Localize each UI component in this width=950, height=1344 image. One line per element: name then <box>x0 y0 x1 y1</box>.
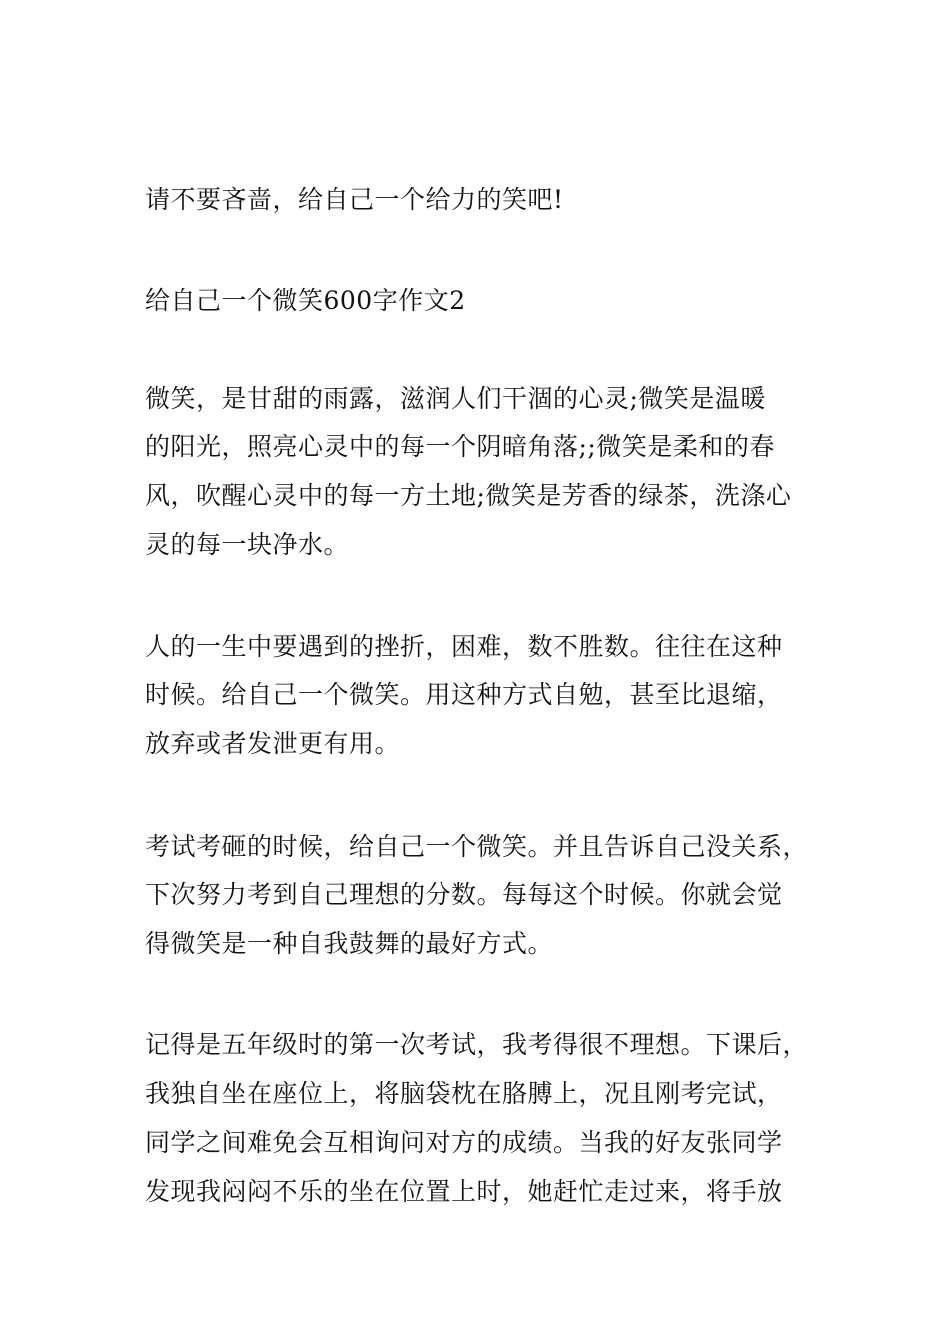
paragraph-line: 下次努力考到自己理想的分数。每每这个时候。你就会觉 <box>145 880 783 909</box>
paragraph-line: 记得是五年级时的第一次考试，我考得很不理想。下课后， <box>145 1030 809 1059</box>
paragraph-line: 微笑，是甘甜的雨露，滋润人们干涸的心灵;微笑是温暖 <box>145 384 766 413</box>
paragraph-line: 灵的每一块净水。 <box>145 530 350 559</box>
paragraph-line: 请不要吝啬，给自己一个给力的笑吧! <box>145 185 564 214</box>
paragraph-line: 同学之间难免会互相询问对方的成绩。当我的好友张同学 <box>145 1128 783 1157</box>
paragraph-line: 放弃或者发泄更有用。 <box>145 729 401 758</box>
paragraph-line: 时候。给自己一个微笑。用这种方式自勉，甚至比退缩， <box>145 680 783 709</box>
paragraph-line: 的阳光，照亮心灵中的每一个阴暗角落;;微笑是柔和的春 <box>145 432 775 461</box>
paragraph-line: 风，吹醒心灵中的每一方土地;微笑是芳香的绿茶，洗涤心 <box>145 481 792 510</box>
paragraph-line: 我独自坐在座位上，将脑袋枕在胳膊上，况且刚考完试， <box>145 1079 783 1108</box>
paragraph-line: 考试考砸的时候，给自己一个微笑。并且告诉自己没关系， <box>145 832 809 861</box>
paragraph-line: 人的一生中要遇到的挫折，困难，数不胜数。往往在这种 <box>145 632 783 661</box>
article-title: 给自己一个微笑600字作文2 <box>145 286 466 315</box>
paragraph-line: 发现我闷闷不乐的坐在位置上时，她赶忙走过来，将手放 <box>145 1177 783 1206</box>
paragraph-line: 得微笑是一种自我鼓舞的最好方式。 <box>145 929 554 958</box>
